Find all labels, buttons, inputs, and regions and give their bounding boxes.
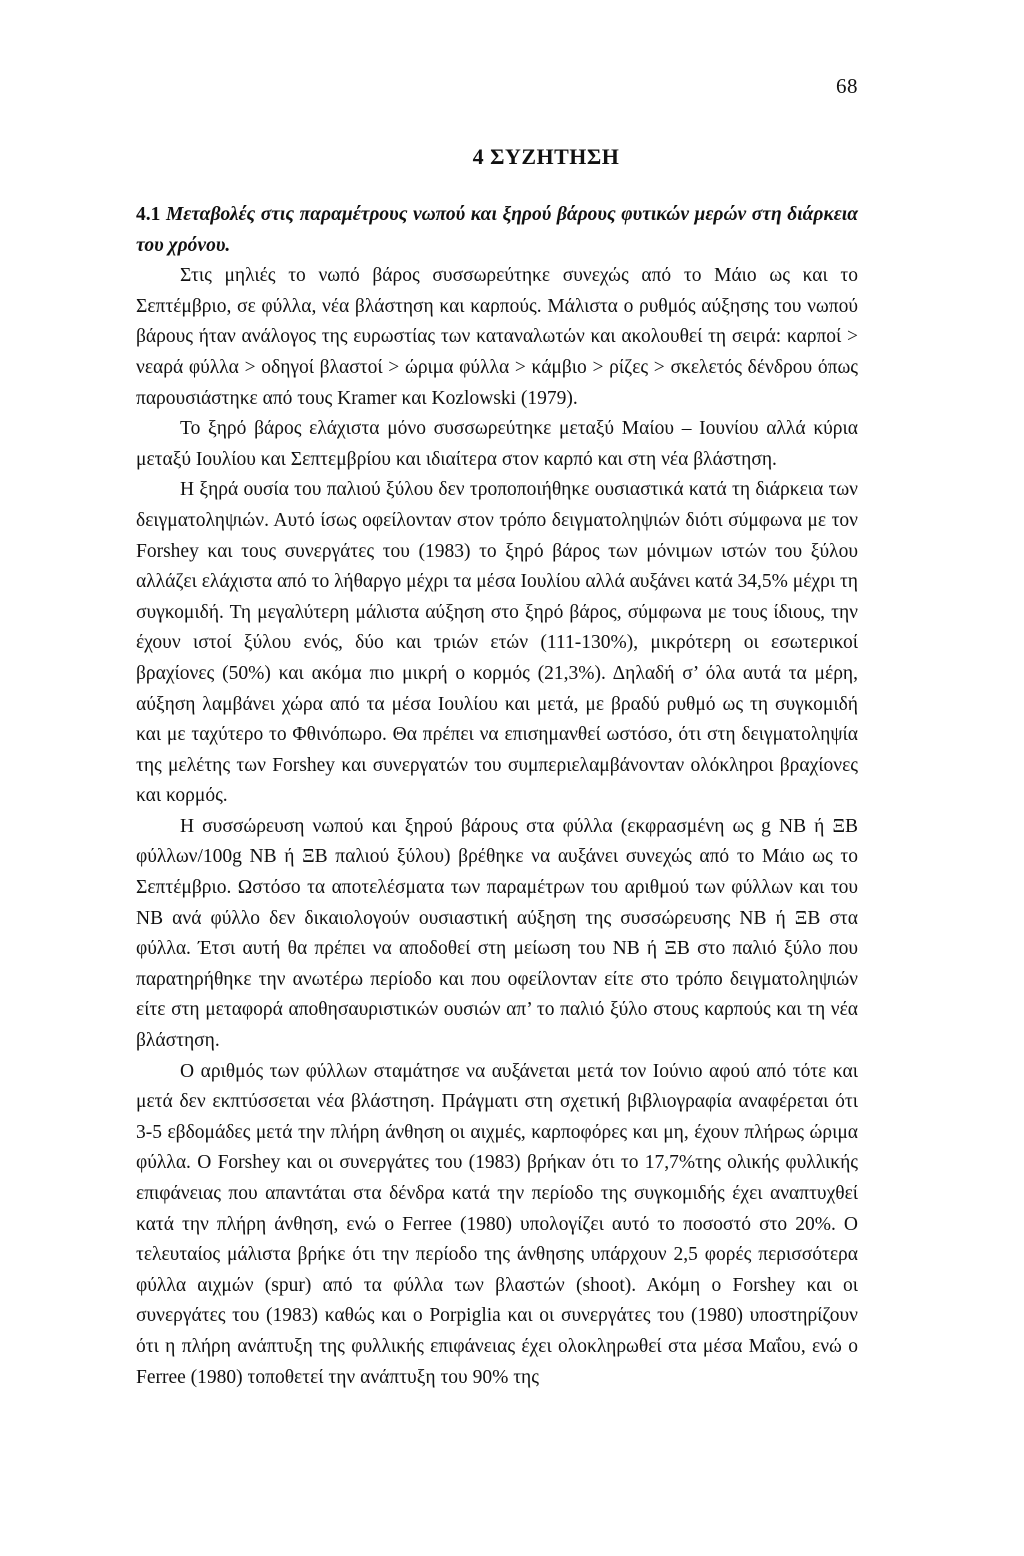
paragraph-1: Στις μηλιές το νωπό βάρος συσσωρεύτηκε συνεχώς από το Μάιο ως και το Σεπτέμβριο, σε φύλλα, νέα βλάστηση και καρπούς. Μάλιστα ο ρυθμός αύξησης του νωπού βάρους ήταν ανάλογος της ευρωστίας των καταναλωτών και ακολουθεί τη σειρά: καρποί > νεαρά φύλλα > οδηγοί βλαστοί > ώριμα φύλλα > κάμβιο > ρίζες > σκελετός δένδρου όπως παρουσιάστηκε από τους Kramer και Kozlowski (1979). <box>136 265 858 409</box>
section-heading <box>136 200 858 261</box>
chapter-title: 4 ΣΥΖΗΤΗΣΗ <box>472 144 620 169</box>
section-title: Μεταβολές στις παραμέτρους νωπού και ξηρού βάρους φυτικών μερών στη διάρκεια του χρόνου. <box>136 204 858 256</box>
paragraph-5: Ο αριθμός των φύλλων σταμάτησε να αυξάνεται μετά τον Ιούνιο αφού από τότε και μετά δεν εκπτύσσεται νέα βλάστηση. Πράγματι στη σχετική βιβλιογραφία αναφέρεται ότι 3-5 εβδομάδες μετά την πλήρη άνθηση οι αιχμές, καρποφόρες και μη, έχουν πλήρως ώριμα φύλλα. Ο Forshey και οι συνεργάτες του (1983) βρήκαν ότι το 17,7%της ολικής φυλλικής επιφάνειας που απαντάται στα δένδρα κατά την περίοδο της συγκομιδής έχει αναπτυχθεί κατά την πλήρη άνθηση, ενώ ο Ferree (1980) υπολογίζει αυτό το ποσοστό στο 20%. Ο τελευταίος μάλιστα βρήκε ότι την περίοδο της άνθησης υπάρχουν 2,5 φορές περισσότερα φύλλα αιχμών (spur) από τα φύλλα των βλαστών (shoot). Ακόμη ο Forshey και οι συνεργάτες του (1983) καθώς και ο Porpiglia και οι συνεργάτες του (1980) υποστηρίζουν ότι η πλήρη ανάπτυξη της φυλλικής επιφάνειας έχει ολοκληρωθεί στα μέσα Μαΐου, ενώ ο Ferree (1980) τοποθετεί την ανάπτυξη του 90% της <box>136 1060 858 1388</box>
section-number: 4.1 <box>136 204 161 225</box>
paragraph-2: Το ξηρό βάρος ελάχιστα μόνο συσσωρεύτηκε μεταξύ Μαίου – Ιουνίου αλλά κύρια μεταξύ Ιουλίου και Σεπτεμβρίου και ιδιαίτερα στον καρπό και στη νέα βλάστηση. <box>136 418 858 470</box>
paragraph-3: Η ξηρά ουσία του παλιού ξύλου δεν τροποποιήθηκε ουσιαστικά κατά τη διάρκεια των δειγματοληψιών. Αυτό ίσως οφείλονταν στον τρόπο δειγματοληψιών διότι σύμφωνα με τον Forshey και τους συνεργάτες του (1983) το ξηρό βάρος των μόνιμων ιστών του ξύλου αλλάζει ελάχιστα από το λήθαργο μέχρι τα μέσα Ιουλίου αλλά αυξάνει κατά 34,5% μέχρι τη συγκομιδή. Τη μεγαλύτερη μάλιστα αύξηση στο ξηρό βάρος, σύμφωνα με τους ίδιους, την έχουν ιστοί ξύλου ενός, δύο και τριών ετών (111-130%), μικρότερη οι εσωτερικοί βραχίονες (50%) και ακόμα πιο μικρή ο κορμός (21,3%). Δηλαδή σ’ όλα αυτά τα μέρη, αύξηση λαμβάνει χώρα από τα μέσα Ιουλίου και μετά, με βραδύ ρυθμό ως τη συγκομιδή και με ταχύτερο το Φθινόπωρο. Θα πρέπει να επισημανθεί ωστόσο, ότι στη δειγματοληψία της μελέτης των Forshey και συνεργατών του συμπεριελαμβάνονταν ολόκληροι βραχίονες και κορμός. <box>136 479 858 807</box>
body-text <box>136 200 858 1393</box>
paragraph-4: Η συσσώρευση νωπού και ξηρού βάρους στα φύλλα (εκφρασμένη ως g NB ή ΞΒ φύλλων/100g NB ή ΞΒ παλιού ξύλου) βρέθηκε να αυξάνει συνεχώς από το Μάιο ως το Σεπτέμβριο. Ωστόσο τα αποτελέσματα των παραμέτρων του αριθμού των φύλλων και του NB ανά φύλλο δεν δικαιολογούν ουσιαστική αύξηση της συσσώρευσης NB ή ΞΒ στα φύλλα. Έτσι αυτή θα πρέπει να αποδοθεί στη μείωση του NB ή ΞΒ στο παλιό ξύλο που παρατηρήθηκε την ανωτέρω περίοδο και που οφείλονταν είτε στο τρόπο δειγματοληψιών είτε στη μεταφορά αποθησαυριστικών ουσιών απ’ το παλιό ξύλο στους καρπούς και τη νέα βλάστηση. <box>136 815 858 1052</box>
page-number: 68 <box>836 74 858 98</box>
